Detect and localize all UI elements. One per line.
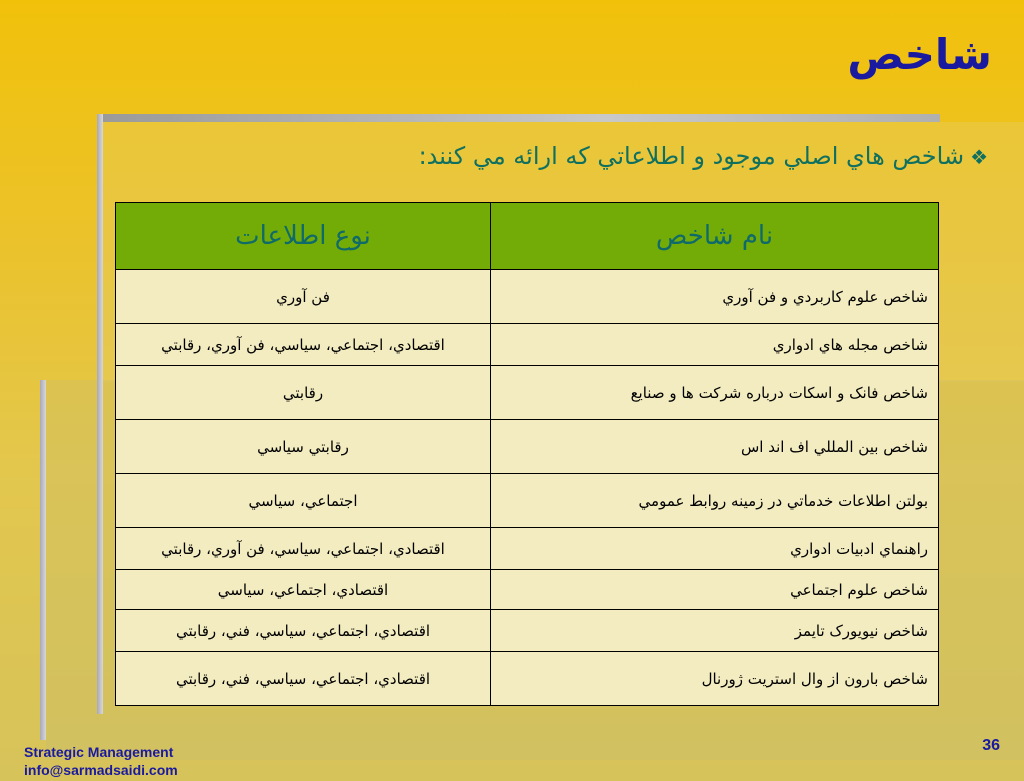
header-info-type: نوع اطلاعات <box>116 203 491 270</box>
table-row <box>116 570 939 610</box>
diamond-bullet-icon: ❖ <box>970 145 988 169</box>
index-name-cell: شاخص بارون از وال استريت ژورنال <box>491 652 939 706</box>
info-type-cell: اجتماعي، سياسي <box>116 474 491 528</box>
table-row <box>116 610 939 652</box>
info-type-cell: فن آوري <box>116 270 491 324</box>
index-name-cell: شاخص علوم اجتماعي <box>491 570 939 610</box>
decorative-vertical-bar-upper <box>97 114 103 714</box>
index-name-cell: شاخص علوم كاربردي و فن آوري <box>491 270 939 324</box>
table-row <box>116 420 939 474</box>
bullet-line <box>228 142 988 170</box>
table-row <box>116 474 939 528</box>
table-header-row <box>116 203 939 270</box>
info-type-cell: اقتصادي، اجتماعي، سياسي <box>116 570 491 610</box>
info-type-cell: اقتصادي، اجتماعي، سياسي، فني، رقابتي <box>116 610 491 652</box>
table-row <box>116 652 939 706</box>
page-number: 36 <box>982 737 1000 754</box>
decorative-vertical-bar-lower <box>40 380 46 740</box>
index-name-cell: شاخص فانک و اسکات درباره شرکت ها و صنايع <box>491 366 939 420</box>
index-name-cell: شاخص نيويورک تايمز <box>491 610 939 652</box>
table-row <box>116 528 939 570</box>
index-name-cell: شاخص مجله هاي ادواري <box>491 324 939 366</box>
slide-title: شاخص <box>847 30 992 79</box>
table-row <box>116 366 939 420</box>
index-name-cell: بولتن اطلاعات خدماتي در زمينه روابط عمومي <box>491 474 939 528</box>
index-name-cell: شاخص بين المللي اف اند اس <box>491 420 939 474</box>
info-type-cell: اقتصادي، اجتماعي، سياسي، فني، رقابتي <box>116 652 491 706</box>
table-row <box>116 324 939 366</box>
bullet-text: شاخص هاي اصلي موجود و اطلاعاتي كه ارائه مي كنند: <box>418 142 965 170</box>
info-type-cell: رقابتي سياسي <box>116 420 491 474</box>
info-type-cell: اقتصادي، اجتماعي، سياسي، فن آوري، رقابتي <box>116 324 491 366</box>
info-type-cell: رقابتي <box>116 366 491 420</box>
header-index-name: نام شاخص <box>491 203 939 270</box>
footer-course-name: Strategic Management <box>24 744 174 760</box>
decorative-top-bar <box>100 114 940 122</box>
footer-email: info@sarmadsaidi.com <box>24 762 178 778</box>
table-row <box>116 270 939 324</box>
index-name-cell: راهنماي ادبيات ادواري <box>491 528 939 570</box>
info-type-cell: اقتصادي، اجتماعي، سياسي، فن آوري، رقابتي <box>116 528 491 570</box>
index-table <box>115 202 939 706</box>
footer <box>24 743 178 779</box>
